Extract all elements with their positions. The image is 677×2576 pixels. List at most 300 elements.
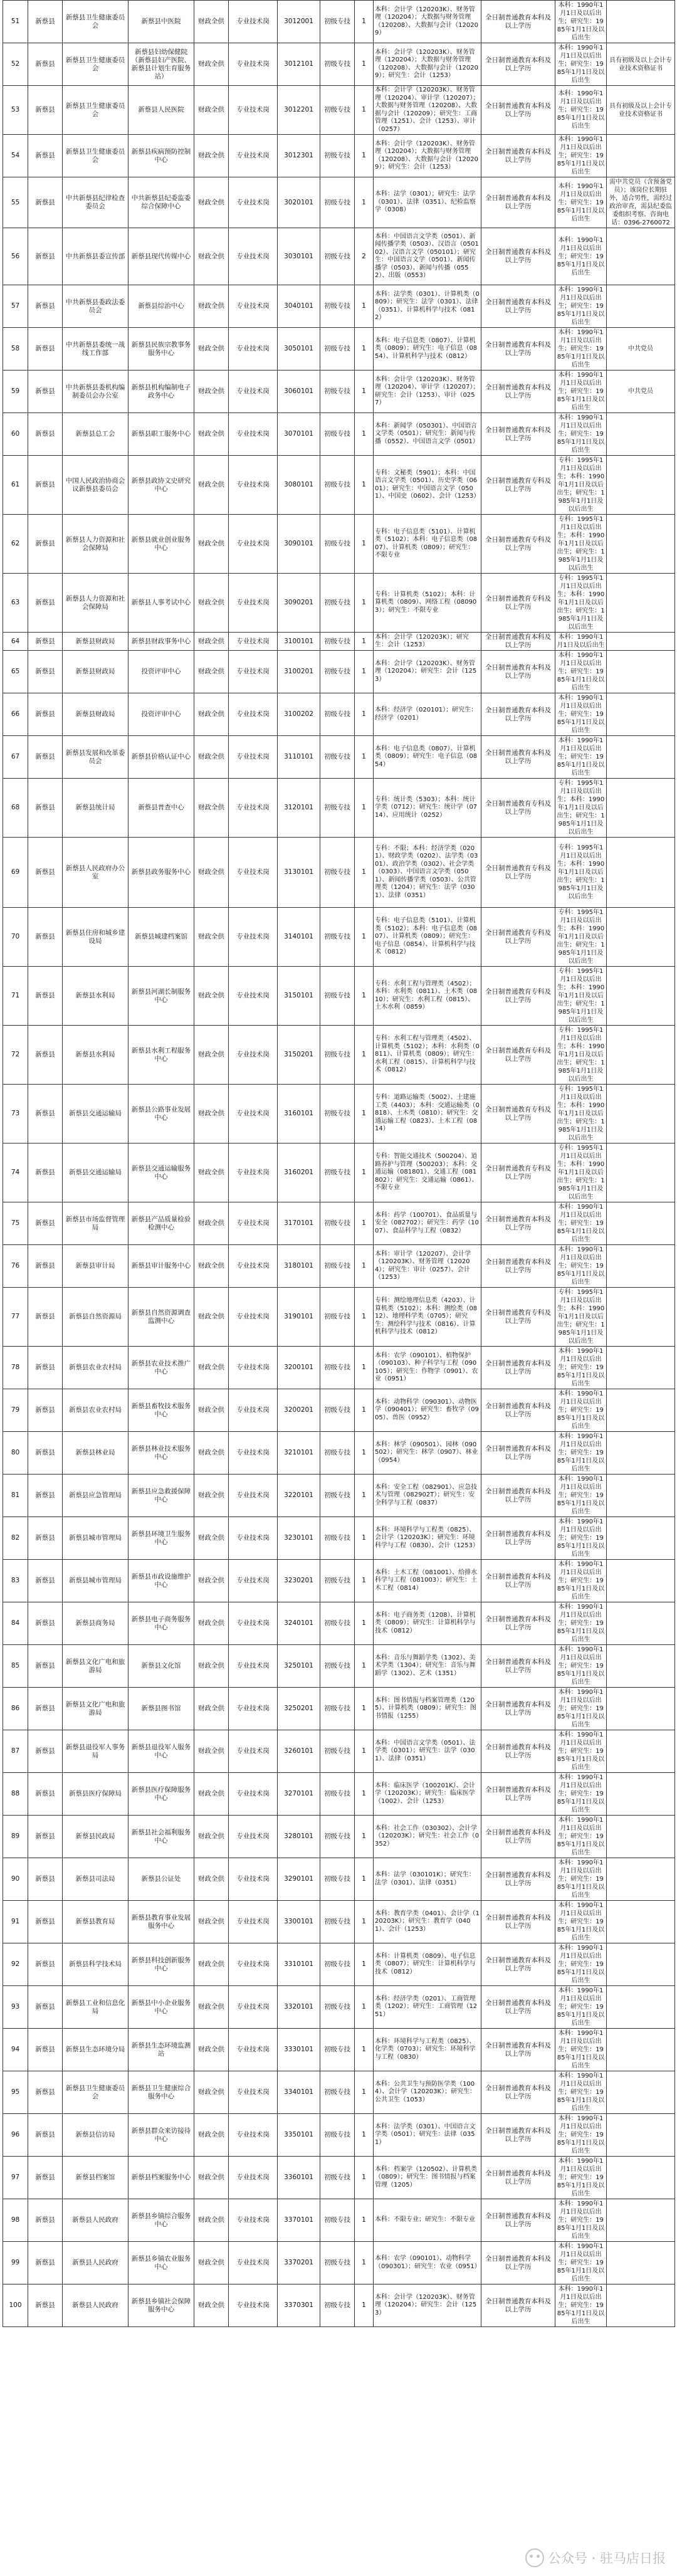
row-number: 63 <box>3 574 28 633</box>
remark-cell: 需中共党员（含预备党员）；该岗位长期驻外，适合男性，需经过政治审查，需县纪委监委组织考察。咨询电话：0396-2760072 <box>607 177 675 228</box>
education-cell: 全日制普通教育本科及以上学历 <box>481 2114 555 2157</box>
table-row <box>3 1288 675 1347</box>
table-row <box>3 1858 675 1901</box>
post-category-cell: 专业技术岗 <box>229 43 278 86</box>
row-number: 64 <box>3 633 28 651</box>
post-category-cell: 专业技术岗 <box>229 1773 278 1816</box>
remark-cell: 具有初级及以上会计专业技术资格证书 <box>607 86 675 135</box>
headcount-cell: 1 <box>355 328 374 371</box>
post-level-cell: 初级专技 <box>320 1432 355 1475</box>
post-level-cell: 初级专技 <box>320 1026 355 1085</box>
age-requirement-cell: 本科：1990年1月1日及以后出生；研究生：1985年1月1日及以后出生 <box>555 1943 607 1986</box>
post-level-cell: 初级专技 <box>320 779 355 838</box>
headcount-cell: 1 <box>355 413 374 456</box>
remark-cell <box>607 1602 675 1645</box>
post-level-cell: 初级专技 <box>320 1202 355 1245</box>
major-requirement-cell: 本科：会计学（120203K）、财务管理（120204）；研究生：会计（1253） <box>374 2284 481 2327</box>
headcount-cell: 1 <box>355 2242 374 2284</box>
post-code-cell: 3050101 <box>278 328 320 371</box>
post-category-cell: 专业技术岗 <box>229 651 278 693</box>
education-cell: 全日制普通教育本科及以上学历 <box>481 2157 555 2199</box>
department-cell: 新蔡县应急管理局 <box>63 1475 129 1517</box>
post-level-cell: 初级专技 <box>320 838 355 908</box>
unit-cell: 新蔡县价格认证中心 <box>129 736 194 779</box>
post-level-cell: 初级专技 <box>320 228 355 285</box>
headcount-cell: 1 <box>355 1389 374 1432</box>
headcount-cell: 1 <box>355 1986 374 2029</box>
funding-type-cell: 财政全供 <box>194 1202 229 1245</box>
funding-type-cell: 财政全供 <box>194 1475 229 1517</box>
post-code-cell: 3030101 <box>278 228 320 285</box>
post-category-cell: 专业技术岗 <box>229 633 278 651</box>
funding-type-cell: 财政全供 <box>194 456 229 515</box>
unit-cell: 新蔡县乡镇社会保障服务中心 <box>129 2284 194 2327</box>
department-cell: 中国人民政治协商会议新蔡县委员会 <box>63 456 129 515</box>
major-requirement-cell: 本科：经济学类（0201）、工商管理类（1202）；研究生：工商管理（1251） <box>374 1986 481 2029</box>
unit-cell: 新蔡县退役军人服务中心 <box>129 1730 194 1773</box>
funding-type-cell: 财政全供 <box>194 2199 229 2242</box>
education-cell: 全日制普通教育本科及以上学历 <box>481 1602 555 1645</box>
post-level-cell: 初级专技 <box>320 633 355 651</box>
education-cell: 全日制普通教育本科及以上学历 <box>481 413 555 456</box>
education-cell: 全日制普通教育本科及以上学历 <box>481 2242 555 2284</box>
unit-cell: 新蔡县人民医院 <box>129 86 194 135</box>
headcount-cell: 1 <box>355 1202 374 1245</box>
post-code-cell: 3340101 <box>278 2071 320 2114</box>
age-requirement-cell: 专科：1995年1月1日及以后出生；本科：1990年1月1日及以后出生；研究生：1985年1月1日及以后出生 <box>555 515 607 574</box>
department-cell: 新蔡县人力资源和社会保障局 <box>63 515 129 574</box>
row-number: 99 <box>3 2242 28 2284</box>
education-cell: 全日制普通教育专科及以上学历 <box>481 838 555 908</box>
post-level-cell: 初级专技 <box>320 413 355 456</box>
remark-cell <box>607 1085 675 1143</box>
department-cell: 新蔡县财政局 <box>63 651 129 693</box>
post-level-cell: 初级专技 <box>320 177 355 228</box>
funding-type-cell: 财政全供 <box>194 651 229 693</box>
major-requirement-cell: 本科：审计学（120207）、会计学（120203K）、财务管理（120204）；研究生：审计（0257）、会计（1253） <box>374 1245 481 1288</box>
row-number: 68 <box>3 779 28 838</box>
funding-type-cell: 财政全供 <box>194 1858 229 1901</box>
post-level-cell: 初级专技 <box>320 736 355 779</box>
age-requirement-cell: 本科：1990年1月1日及以后出生；研究生：1985年1月1日及以后出生 <box>555 285 607 328</box>
post-level-cell: 初级专技 <box>320 1560 355 1602</box>
headcount-cell: 1 <box>355 1858 374 1901</box>
table-row <box>3 285 675 328</box>
county-cell: 新蔡县 <box>28 515 63 574</box>
table-row <box>3 1432 675 1475</box>
education-cell: 全日制普通教育专科及以上学历 <box>481 515 555 574</box>
unit-cell: 新蔡县中医院 <box>129 1 194 43</box>
education-cell: 全日制普通教育专科及以上学历 <box>481 1085 555 1143</box>
county-cell: 新蔡县 <box>28 413 63 456</box>
table-row <box>3 1901 675 1943</box>
row-number: 90 <box>3 1858 28 1901</box>
post-code-cell: 3200201 <box>278 1389 320 1432</box>
headcount-cell: 1 <box>355 2029 374 2071</box>
post-level-cell: 初级专技 <box>320 1347 355 1389</box>
county-cell: 新蔡县 <box>28 736 63 779</box>
remark-cell <box>607 651 675 693</box>
major-requirement-cell: 专科：测绘地理信息类（4203）、计算机类（5102）；本科：测绘类（0812）、地理科学类（0705）；研究生：测绘科学与技术（0816）、计算机科学与技术（0812） <box>374 1288 481 1347</box>
remark-cell <box>607 1 675 43</box>
funding-type-cell: 财政全供 <box>194 1288 229 1347</box>
unit-cell: 新蔡县交通运输服务中心 <box>129 1143 194 1202</box>
post-code-cell: 3060101 <box>278 371 320 413</box>
major-requirement-cell: 专科：水利工程与管理类（4502）、计算机类（5102）；本科：水利类（0811）、计算机类（0809）；研究生：水利工程（0815）、计算机科学与技术（0812） <box>374 1026 481 1085</box>
funding-type-cell: 财政全供 <box>194 43 229 86</box>
education-cell: 全日制普通教育本科及以上学历 <box>481 228 555 285</box>
post-category-cell: 专业技术岗 <box>229 1432 278 1475</box>
funding-type-cell: 财政全供 <box>194 2029 229 2071</box>
table-row <box>3 1475 675 1517</box>
county-cell: 新蔡县 <box>28 1245 63 1288</box>
major-requirement-cell: 本科：法学（030101K）；研究生：法学（0301）、法律（0351） <box>374 1858 481 1901</box>
county-cell: 新蔡县 <box>28 1816 63 1858</box>
post-code-cell: 3100101 <box>278 633 320 651</box>
remark-cell: 中共党员 <box>607 371 675 413</box>
remark-cell <box>607 1389 675 1432</box>
remark-cell <box>607 1986 675 2029</box>
post-level-cell: 初级专技 <box>320 1816 355 1858</box>
age-requirement-cell: 专科：1995年1月1日及以后出生；本科：1990年1月1日及以后出生；研究生：1985年1月1日及以后出生 <box>555 838 607 908</box>
post-category-cell: 专业技术岗 <box>229 228 278 285</box>
age-requirement-cell: 本科：1990年1月1日及以后出生；研究生：1985年1月1日及以后出生 <box>555 2071 607 2114</box>
remark-cell <box>607 2157 675 2199</box>
major-requirement-cell: 本科：会计学（120203K）、财务管理（120204）；大数据与财务管理（120208）、大数据与会计（120209）；研究生：会计（1253） <box>374 43 481 86</box>
unit-cell: 新蔡县图书馆 <box>129 1688 194 1730</box>
unit-cell: 新蔡县政务服务中心 <box>129 838 194 908</box>
department-cell: 新蔡县农业农村局 <box>63 1347 129 1389</box>
unit-cell: 新蔡县社会福利服务中心 <box>129 1816 194 1858</box>
headcount-cell: 1 <box>355 633 374 651</box>
major-requirement-cell: 本科：电子信息类（0807）、计算机类（0809）；研究生：电子信息（0854） <box>374 736 481 779</box>
post-category-cell: 专业技术岗 <box>229 285 278 328</box>
row-number: 56 <box>3 228 28 285</box>
post-code-cell: 3100202 <box>278 693 320 736</box>
major-requirement-cell: 本科：图书情报与档案管理类（1205）、计算机类（0809）；研究生：图书情报（1255） <box>374 1688 481 1730</box>
table-row <box>3 1085 675 1143</box>
table-row <box>3 779 675 838</box>
table-row <box>3 1347 675 1389</box>
major-requirement-cell: 专科：电子信息类（5101）、计算机类（5102）；本科：电子信息类（0807）、计算机类（0809）；研究生：不限专业 <box>374 515 481 574</box>
county-cell: 新蔡县 <box>28 1517 63 1560</box>
funding-type-cell: 财政全供 <box>194 515 229 574</box>
age-requirement-cell: 本科：1990年1月1日及以后出生；研究生：1985年1月1日及以后出生 <box>555 1730 607 1773</box>
unit-cell: 新蔡县妇幼保健院（新蔡县妇产医院、新蔡县计划生育服务站） <box>129 43 194 86</box>
unit-cell: 新蔡县机构编制电子政务中心 <box>129 371 194 413</box>
department-cell: 新蔡县交通运输局 <box>63 1143 129 1202</box>
age-requirement-cell: 本科：1990年1月1日及以后出生；研究生：1985年1月1日及以后出生 <box>555 1560 607 1602</box>
post-code-cell: 3170101 <box>278 1202 320 1245</box>
department-cell: 新蔡县文化广电和旅游局 <box>63 1688 129 1730</box>
post-category-cell: 专业技术岗 <box>229 371 278 413</box>
age-requirement-cell: 专科：1995年1月1日及以后出生；本科：1990年1月1日及以后出生；研究生：1985年1月1日及以后出生 <box>555 1288 607 1347</box>
funding-type-cell: 财政全供 <box>194 1085 229 1143</box>
headcount-cell: 1 <box>355 1085 374 1143</box>
age-requirement-cell: 本科：1990年1月1日及以后出生；研究生：1985年1月1日及以后出生 <box>555 651 607 693</box>
remark-cell <box>607 1432 675 1475</box>
department-cell: 中共新蔡县纪律检查委员会 <box>63 177 129 228</box>
row-number: 91 <box>3 1901 28 1943</box>
county-cell: 新蔡县 <box>28 285 63 328</box>
post-category-cell: 专业技术岗 <box>229 574 278 633</box>
table-row <box>3 1688 675 1730</box>
county-cell: 新蔡县 <box>28 1432 63 1475</box>
post-category-cell: 专业技术岗 <box>229 1143 278 1202</box>
row-number: 82 <box>3 1517 28 1560</box>
post-code-cell: 3250201 <box>278 1688 320 1730</box>
unit-cell: 新蔡县文化馆 <box>129 1645 194 1688</box>
post-level-cell: 初级专技 <box>320 1901 355 1943</box>
post-code-cell: 3290101 <box>278 1858 320 1901</box>
remark-cell <box>607 1143 675 1202</box>
education-cell: 全日制普通教育本科及以上学历 <box>481 1816 555 1858</box>
education-cell: 全日制普通教育专科及以上学历 <box>481 967 555 1026</box>
post-code-cell: 3370201 <box>278 2242 320 2284</box>
age-requirement-cell: 本科：1990年1月1日及以后出生；研究生：1985年1月1日及以后出生 <box>555 1475 607 1517</box>
major-requirement-cell: 本科：土木工程（081001）、给排水科学与工程（081003）；研究生：土木工程（0814） <box>374 1560 481 1602</box>
funding-type-cell: 财政全供 <box>194 228 229 285</box>
funding-type-cell: 财政全供 <box>194 908 229 967</box>
table-row <box>3 2029 675 2071</box>
age-requirement-cell: 本科：1990年1月1日及以后出生；研究生：1985年1月1日及以后出生 <box>555 1389 607 1432</box>
watermark-text: 公众号 · 驻马店日报 <box>547 2551 666 2566</box>
post-code-cell: 3180101 <box>278 1245 320 1288</box>
funding-type-cell: 财政全供 <box>194 1517 229 1560</box>
major-requirement-cell: 本科：法学类（0301）、计算机类（0809）；研究生：法学（0301）、法律（0351）、计算机科学与技术（0812） <box>374 285 481 328</box>
post-code-cell: 3020101 <box>278 177 320 228</box>
age-requirement-cell: 本科：1990年1月1日及以后出生；研究生：1985年1月1日及以后出生 <box>555 1517 607 1560</box>
age-requirement-cell: 专科：1995年1月1日及以后出生；本科：1990年1月1日及以后出生；研究生：1985年1月1日及以后出生 <box>555 967 607 1026</box>
unit-cell: 新蔡县城建档案馆 <box>129 908 194 967</box>
major-requirement-cell: 本科：会计学（120203K）；研究生：会计（1253） <box>374 633 481 651</box>
department-cell: 新蔡县信访局 <box>63 2114 129 2157</box>
age-requirement-cell: 本科：1990年1月1日及以后出生；研究生：1985年1月1日及以后出生 <box>555 328 607 371</box>
row-number: 88 <box>3 1773 28 1816</box>
major-requirement-cell: 本科：安全工程（082901）、应急技术与管理（082902T）；研究生：安全科学与工程（0837） <box>374 1475 481 1517</box>
county-cell: 新蔡县 <box>28 967 63 1026</box>
post-category-cell: 专业技术岗 <box>229 1389 278 1432</box>
post-code-cell: 3370301 <box>278 2284 320 2327</box>
remark-cell <box>607 1901 675 1943</box>
post-category-cell: 专业技术岗 <box>229 515 278 574</box>
age-requirement-cell: 本科：1990年1月1日及以后出生；研究生：1985年1月1日及以后出生 <box>555 1202 607 1245</box>
age-requirement-cell: 本科：1990年1月1日及以后出生；研究生：1985年1月1日及以后出生 <box>555 1645 607 1688</box>
headcount-cell: 1 <box>355 2157 374 2199</box>
table-row <box>3 1943 675 1986</box>
post-level-cell: 初级专技 <box>320 2199 355 2242</box>
row-number: 100 <box>3 2284 28 2327</box>
post-level-cell: 初级专技 <box>320 2242 355 2284</box>
major-requirement-cell: 本科：会计学（120203K）、财务管理（120204）；研究生：会计（1253） <box>374 651 481 693</box>
row-number: 79 <box>3 1389 28 1432</box>
funding-type-cell: 财政全供 <box>194 1432 229 1475</box>
table-row <box>3 1389 675 1432</box>
education-cell: 全日制普通教育本科及以上学历 <box>481 736 555 779</box>
post-category-cell: 专业技术岗 <box>229 177 278 228</box>
post-level-cell: 初级专技 <box>320 1085 355 1143</box>
age-requirement-cell: 本科：1990年1月1日及以后出生；研究生：1985年1月1日及以后出生 <box>555 86 607 135</box>
unit-cell: 新蔡县应急救援保障中心 <box>129 1475 194 1517</box>
post-code-cell: 3250101 <box>278 1645 320 1688</box>
county-cell: 新蔡县 <box>28 1773 63 1816</box>
row-number: 95 <box>3 2071 28 2114</box>
education-cell: 全日制普通教育本科及以上学历 <box>481 1475 555 1517</box>
headcount-cell: 1 <box>355 1688 374 1730</box>
county-cell: 新蔡县 <box>28 1085 63 1143</box>
county-cell: 新蔡县 <box>28 1202 63 1245</box>
age-requirement-cell: 本科：1990年1月1日及以后出生；研究生：1985年1月1日及以后出生 <box>555 413 607 456</box>
funding-type-cell: 财政全供 <box>194 633 229 651</box>
unit-cell: 投资评审中心 <box>129 651 194 693</box>
remark-cell <box>607 1816 675 1858</box>
remark-cell <box>607 2029 675 2071</box>
post-code-cell: 3200101 <box>278 1347 320 1389</box>
remark-cell <box>607 228 675 285</box>
headcount-cell: 1 <box>355 693 374 736</box>
funding-type-cell: 财政全供 <box>194 1560 229 1602</box>
row-number: 93 <box>3 1986 28 2029</box>
major-requirement-cell: 专科：道路运输类（5002）、土建施工类（4403）；本科：交通运输类（0818）、土木类（0810）；研究生：交通运输工程（0823）、土木工程（0814） <box>374 1085 481 1143</box>
unit-cell: 新蔡县畜牧技术服务中心 <box>129 1389 194 1432</box>
row-number: 78 <box>3 1347 28 1389</box>
headcount-cell: 1 <box>355 1517 374 1560</box>
unit-cell: 投资评审中心 <box>129 693 194 736</box>
age-requirement-cell: 本科：1990年1月1日及以后出生；研究生：1985年1月1日及以后出生 <box>555 2114 607 2157</box>
headcount-cell: 1 <box>355 1026 374 1085</box>
remark-cell <box>607 1517 675 1560</box>
unit-cell: 新蔡县电子商务服务中心 <box>129 1602 194 1645</box>
table-row <box>3 177 675 228</box>
row-number: 84 <box>3 1602 28 1645</box>
post-level-cell: 初级专技 <box>320 1858 355 1901</box>
post-code-cell: 3160101 <box>278 1085 320 1143</box>
post-code-cell: 3110101 <box>278 736 320 779</box>
watermark <box>525 2548 666 2567</box>
funding-type-cell: 财政全供 <box>194 1143 229 1202</box>
post-category-cell: 专业技术岗 <box>229 86 278 135</box>
post-code-cell: 3090201 <box>278 574 320 633</box>
post-level-cell: 初级专技 <box>320 1730 355 1773</box>
post-category-cell: 专业技术岗 <box>229 1943 278 1986</box>
education-cell: 全日制普通教育本科及以上学历 <box>481 1347 555 1389</box>
unit-cell: 新蔡县档案服务中心 <box>129 2157 194 2199</box>
unit-cell: 新蔡县群众来访接待中心 <box>129 2114 194 2157</box>
department-cell: 中共新蔡县委统一战线工作部 <box>63 328 129 371</box>
education-cell: 全日制普通教育专科及以上学历 <box>481 908 555 967</box>
major-requirement-cell: 专科：计算机类（5102）；本科：计算机类（0809）、网络工程（080903）；研究生：不限专业 <box>374 574 481 633</box>
headcount-cell: 2 <box>355 228 374 285</box>
remark-cell <box>607 456 675 515</box>
county-cell: 新蔡县 <box>28 86 63 135</box>
table-row <box>3 1 675 43</box>
county-cell: 新蔡县 <box>28 1389 63 1432</box>
post-category-cell: 专业技术岗 <box>229 2242 278 2284</box>
department-cell: 新蔡县水利局 <box>63 1026 129 1085</box>
remark-cell <box>607 633 675 651</box>
county-cell: 新蔡县 <box>28 2114 63 2157</box>
funding-type-cell: 财政全供 <box>194 779 229 838</box>
remark-cell <box>607 1288 675 1347</box>
post-level-cell: 初级专技 <box>320 43 355 86</box>
county-cell: 新蔡县 <box>28 2157 63 2199</box>
remark-cell <box>607 736 675 779</box>
post-level-cell: 初级专技 <box>320 371 355 413</box>
major-requirement-cell: 本科：动物科学（090301）、动物医学（090401）；研究生：畜牧学（0905）、兽医（0952） <box>374 1389 481 1432</box>
post-category-cell: 专业技术岗 <box>229 1347 278 1389</box>
remark-cell <box>607 1026 675 1085</box>
headcount-cell: 1 <box>355 736 374 779</box>
headcount-cell: 1 <box>355 1816 374 1858</box>
funding-type-cell: 财政全供 <box>194 693 229 736</box>
remark-cell: 具有初级及以上会计专业技术资格证书 <box>607 43 675 86</box>
row-number: 97 <box>3 2157 28 2199</box>
post-category-cell: 专业技术岗 <box>229 1560 278 1602</box>
table-row <box>3 371 675 413</box>
funding-type-cell: 财政全供 <box>194 1773 229 1816</box>
county-cell: 新蔡县 <box>28 1560 63 1602</box>
post-category-cell: 专业技术岗 <box>229 1026 278 1085</box>
department-cell: 新蔡县司法局 <box>63 1858 129 1901</box>
age-requirement-cell: 本科：1990年1月1日及以后出生；研究生：1985年1月1日及以后出生 <box>555 43 607 86</box>
major-requirement-cell: 本科：农学（090101）、动物科学（090301）；研究生：农业（0951） <box>374 2242 481 2284</box>
post-category-cell: 专业技术岗 <box>229 908 278 967</box>
major-requirement-cell: 本科：会计学（120203K）、财务管理（120204）、审计学（120207）；研究生：会计（1253）、审计（0257） <box>374 371 481 413</box>
age-requirement-cell: 本科：1990年1月1日及以后出生；研究生：1985年1月1日及以后出生 <box>555 1347 607 1389</box>
age-requirement-cell: 本科：1990年1月1日及以后出生；研究生：1985年1月1日及以后出生 <box>555 371 607 413</box>
row-number: 67 <box>3 736 28 779</box>
education-cell: 全日制普通教育本科及以上学历 <box>481 1202 555 1245</box>
remark-cell <box>607 1645 675 1688</box>
department-cell: 新蔡县卫生健康委员会 <box>63 43 129 86</box>
headcount-cell: 1 <box>355 1943 374 1986</box>
post-level-cell: 初级专技 <box>320 2029 355 2071</box>
headcount-cell: 1 <box>355 779 374 838</box>
age-requirement-cell: 本科：1990年1月1日及以后出生；研究生：1985年1月1日及以后出生 <box>555 2157 607 2199</box>
post-category-cell: 专业技术岗 <box>229 328 278 371</box>
row-number: 61 <box>3 456 28 515</box>
major-requirement-cell: 本科：音乐与舞蹈学类（1302）、美术学类（1304）；研究生：音乐与舞蹈学（1302）、艺术（1351） <box>374 1645 481 1688</box>
county-cell: 新蔡县 <box>28 43 63 86</box>
table-row <box>3 86 675 135</box>
post-code-cell: 3270101 <box>278 1773 320 1816</box>
post-code-cell: 3320101 <box>278 1986 320 2029</box>
county-cell: 新蔡县 <box>28 1645 63 1688</box>
major-requirement-cell: 本科：不限专业；研究生：不限专业 <box>374 2199 481 2242</box>
post-level-cell: 初级专技 <box>320 135 355 177</box>
unit-cell: 新蔡县中小企业服务中心 <box>129 1986 194 2029</box>
post-code-cell: 3080101 <box>278 456 320 515</box>
headcount-cell: 1 <box>355 1602 374 1645</box>
age-requirement-cell: 本科：1990年1月1日及以后出生；研究生：1985年1月1日及以后出生 <box>555 1901 607 1943</box>
department-cell: 新蔡县林业局 <box>63 1432 129 1475</box>
table-row <box>3 1773 675 1816</box>
major-requirement-cell: 本科：社会工作（030302）、会计学（120203K）；研究生：社会工作（0352） <box>374 1816 481 1858</box>
age-requirement-cell: 专科：1995年1月1日及以后出生；本科：1990年1月1日及以后出生；研究生：1985年1月1日及以后出生 <box>555 779 607 838</box>
education-cell: 全日制普通教育本科及以上学历 <box>481 1943 555 1986</box>
education-cell: 全日制普通教育本科及以上学历 <box>481 86 555 135</box>
remark-cell <box>607 967 675 1026</box>
funding-type-cell: 财政全供 <box>194 1688 229 1730</box>
remark-cell <box>607 908 675 967</box>
funding-type-cell: 财政全供 <box>194 177 229 228</box>
county-cell: 新蔡县 <box>28 1986 63 2029</box>
table-row <box>3 1143 675 1202</box>
funding-type-cell: 财政全供 <box>194 2157 229 2199</box>
age-requirement-cell: 本科：1990年1月1日及以后出生；研究生：1985年1月1日及以后出生 <box>555 736 607 779</box>
post-category-cell: 专业技术岗 <box>229 456 278 515</box>
row-number: 72 <box>3 1026 28 1085</box>
